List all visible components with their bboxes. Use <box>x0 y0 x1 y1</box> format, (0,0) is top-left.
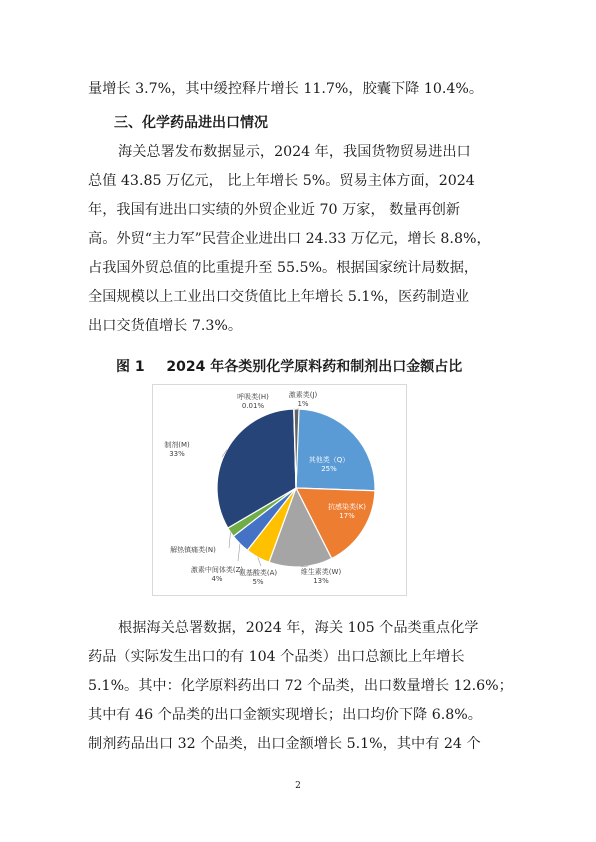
text-line: 全国规模以上工业出口交货值比上年增长 5.1%，医药制造业 <box>88 289 470 305</box>
text-line: 5.1%。其中：化学原料药出口 72 个品类，出口数量增长 12.6%； <box>88 678 513 694</box>
pie-chart <box>153 385 406 595</box>
figure-number: 图 1 <box>116 359 145 375</box>
slice-value-label: 4% <box>211 575 223 583</box>
leader-line <box>238 544 240 561</box>
slice-category-label: 氨基酸类(A) <box>238 569 278 577</box>
slice-category-label: 解热镇痛类(N) <box>170 546 216 554</box>
pie-chart-frame <box>152 384 407 596</box>
slice-category-label: 呼吸类(H) <box>237 393 269 401</box>
slice-category-label: 制剂(M) <box>164 441 190 449</box>
slice-value-label: 25% <box>321 465 337 473</box>
section-heading: 三、化学药品进出口情况 <box>114 115 268 131</box>
text-line: 占我国外贸总值的比重提升至 55.5%。根据国家统计局数据， <box>88 260 479 276</box>
page-number: 2 <box>295 781 301 791</box>
pie-slice <box>296 409 375 491</box>
text-line: 年，我国有进出口实绩的外贸企业近 70 万家， 数量再创新 <box>88 202 461 218</box>
text-line: 高。外贸“主力军”民营企业进出口 24.33 万亿元，增长 8.8%， <box>88 231 491 247</box>
text-line: 制剂药品出口 32 个品类，出口金额增长 5.1%，其中有 24 个 <box>88 736 481 752</box>
text-line: 药品（实际发生出口的有 104 个品类）出口总额比上年增长 <box>88 649 465 665</box>
slice-category-label: 维生素类(W) <box>300 568 342 576</box>
slice-category-label: 激素类(J) <box>288 391 318 399</box>
slice-value-label: 1% <box>297 400 309 408</box>
figure-title: 2024 年各类别化学原料药和制剂出口金额占比 <box>166 359 463 375</box>
text-line: 出口交货值增长 7.3%。 <box>88 318 243 334</box>
slice-value-label: 17% <box>339 512 355 520</box>
slice-category-label: 激素中间体类(Z) <box>190 566 244 574</box>
slice-value-label: 33% <box>169 450 185 458</box>
text-line: 其中有 46 个品类的出口金额实现增长；出口均价下降 6.8%。 <box>88 707 482 723</box>
figure-caption <box>116 356 462 376</box>
slice-category-label: 抗感染类(K) <box>327 503 367 511</box>
text-line: 量增长 3.7%，其中缓控释片增长 11.7%，胶囊下降 10.4%。 <box>88 81 484 97</box>
slice-value-label: 13% <box>313 577 329 585</box>
slice-value-label: 0.01% <box>241 402 265 410</box>
slice-value-label: 5% <box>252 578 264 586</box>
text-line: 海关总署发布数据显示，2024 年，我国货物贸易进出口 <box>118 144 471 160</box>
leader-line <box>229 532 231 548</box>
text-line: 根据海关总署数据，2024 年，海关 105 个品类重点化学 <box>118 620 479 636</box>
text-line: 总值 43.85 万亿元， 比上年增长 5%。贸易主体方面，2024 <box>88 173 475 189</box>
slice-category-label: 其他类（Q） <box>308 456 350 464</box>
